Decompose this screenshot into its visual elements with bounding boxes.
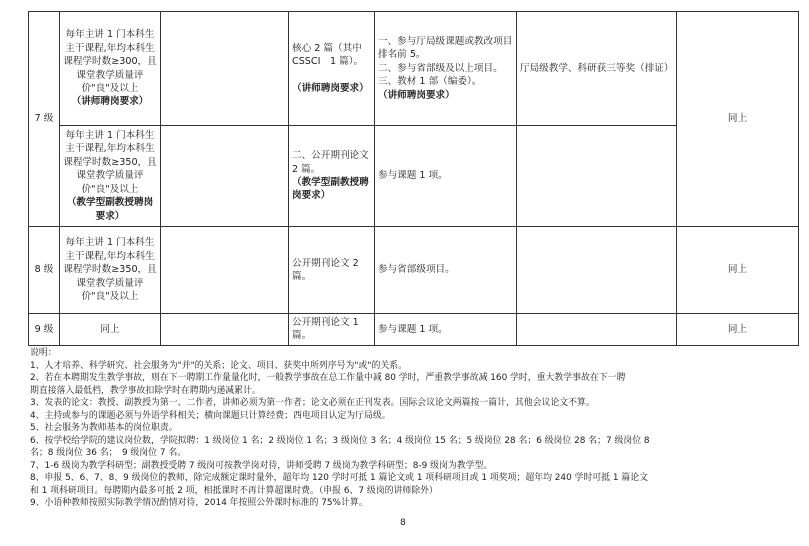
service-requirement-cell: 同上 xyxy=(677,227,799,314)
paper-requirement-text: 二、公开期刊论文 2 篇。 xyxy=(292,150,369,175)
paper-requirement-cell xyxy=(289,12,375,126)
teaching-requirement-cell: 同上 xyxy=(60,314,161,346)
project-requirement-cell: 参与省部级项目。 xyxy=(375,227,517,314)
note-2-continued: 期直接落入最低档，教学事故扣除学时在聘期内递减累计。 xyxy=(30,385,261,396)
project-requirement-cell: 参与课题 1 项。 xyxy=(375,314,517,346)
service-requirement-cell: 同上 xyxy=(677,314,799,346)
teaching-requirement-text: 每年主讲 1 门本科生主干课程,年均本科生课程学时数≥350，且课堂教学质量评价"良"及以上 xyxy=(63,130,157,195)
paper-requirement-text: 核心 2 篇（其中 CSSCI 1 篇）。 xyxy=(292,42,364,68)
paper-requirement-cell: 公开期刊论文 1 篇。 xyxy=(289,314,375,346)
level-cell: 9 级 xyxy=(29,314,60,346)
requirement-tag: （教学型副教授聘岗要求） xyxy=(66,197,154,222)
level-cell: 8 级 xyxy=(29,227,60,314)
note-9: 9、小语种教师按照实际教学情况酌情对待，2014 年按照公外课时标准的 75%计算。 xyxy=(30,498,368,508)
empty-cell xyxy=(161,126,289,227)
note-3: 3、发表的论文：教授、副教授为第一、二作者，讲师必须为第一作者；论文必须在正刊发表。国际会议论文两篇按一篇计，其他会议论文不算。 xyxy=(30,398,595,408)
note-8-continued: 和 1 项科研项目。每聘期内最多可抵 2 项，相抵课时不再计算超课时费。（申报 6、7 级岗的讲师除外） xyxy=(30,485,438,496)
project-requirement-cell xyxy=(375,12,517,126)
note-6-continued: 名；8 级岗位 36 名； 9 级岗位 7 名。 xyxy=(30,448,187,458)
project-item-3: 三、教材 1 部（编委）。 xyxy=(378,76,482,88)
note-5: 5、社会服务为教师基本的岗位职责。 xyxy=(30,423,178,433)
notes-section xyxy=(30,347,805,510)
empty-cell xyxy=(161,12,289,126)
requirement-tag: （教学型副教授聘岗要求） xyxy=(292,177,369,202)
note-7: 7、1-6 级岗为教学科研型；副教授受聘 7 级岗可按教学岗对待，讲师受聘 7 级岗为教学科研型；8-9 级岗为教学型。 xyxy=(30,460,493,471)
table-row-level8 xyxy=(29,227,799,314)
project-requirement-cell: 参与课题 1 项。 xyxy=(375,126,517,227)
requirement-tag: （讲师聘岗要求） xyxy=(378,89,455,101)
teaching-requirement-text: 每年主讲 1 门本科生主干课程,年均本科生课程学时数≥300，且课堂教学质量评价"良"及以上 xyxy=(63,29,157,94)
note-4: 4、主持或参与的课题必须与外语学科相关；横向课题只计算经费；西电项目认定为厅局级。 xyxy=(30,410,391,421)
note-8: 8、申报 5、6、7、8、9 级岗位的教师，除完成额定课时量外，超年均 120 学时可抵 1 篇论文或 1 项科研项目或 1 项奖项；超年均 240 学时可抵 1 篇论文 xyxy=(30,473,648,483)
paper-requirement-cell xyxy=(289,126,375,227)
page-number: 8 xyxy=(400,518,406,528)
empty-cell xyxy=(517,126,677,227)
teaching-requirement-cell: 每年主讲 1 门本科生主干课程,年均本科生课程学时数≥350，且课堂教学质量评价"良"及以上 xyxy=(60,227,161,314)
teaching-requirement-cell xyxy=(60,12,161,126)
project-item-1: 一、参与厅局级课题或教改项目排名前 5。 xyxy=(378,35,513,61)
requirement-tag: （讲师聘岗要求） xyxy=(71,96,149,108)
note-2: 2、若在本聘期发生教学事故，则在下一聘期工作量量化时，一般教学事故在总工作量中减 80 学时，严重教学事故减 160 学时，重大教学事故在下一聘 xyxy=(30,373,626,383)
note-1: 1、人才培养、科学研究、社会服务为"并"的关系；论文、项目、获奖中所列序号为"或"的关系。 xyxy=(30,360,407,371)
position-requirements-table xyxy=(28,11,799,346)
notes-title: 说明： xyxy=(30,348,57,358)
project-item-2: 二、参与省部级及以上项目。 xyxy=(378,62,503,74)
service-requirement-cell: 同上 xyxy=(677,12,799,227)
table-row-level9 xyxy=(29,314,799,346)
empty-cell xyxy=(517,227,677,314)
table-row-level7-a xyxy=(29,12,799,126)
requirement-tag: （讲师聘岗要求） xyxy=(292,82,369,94)
note-6: 6、按学校给学院的建议岗位数，学院拟聘：1 级岗位 1 名；2 级岗位 1 名；3 级岗位 3 名；4 级岗位 15 名；5 级岗位 28 名；6 级岗位 28 名；7 级岗位 8 xyxy=(30,435,650,446)
paper-requirement-cell: 公开期刊论文 2 篇。 xyxy=(289,227,375,314)
teaching-requirement-cell xyxy=(60,126,161,227)
empty-cell xyxy=(161,314,289,346)
level-cell: 7 级 xyxy=(29,12,60,227)
empty-cell xyxy=(161,227,289,314)
empty-cell xyxy=(517,314,677,346)
award-requirement-cell: 厅局级教学、科研获三等奖（排证） xyxy=(517,12,677,126)
